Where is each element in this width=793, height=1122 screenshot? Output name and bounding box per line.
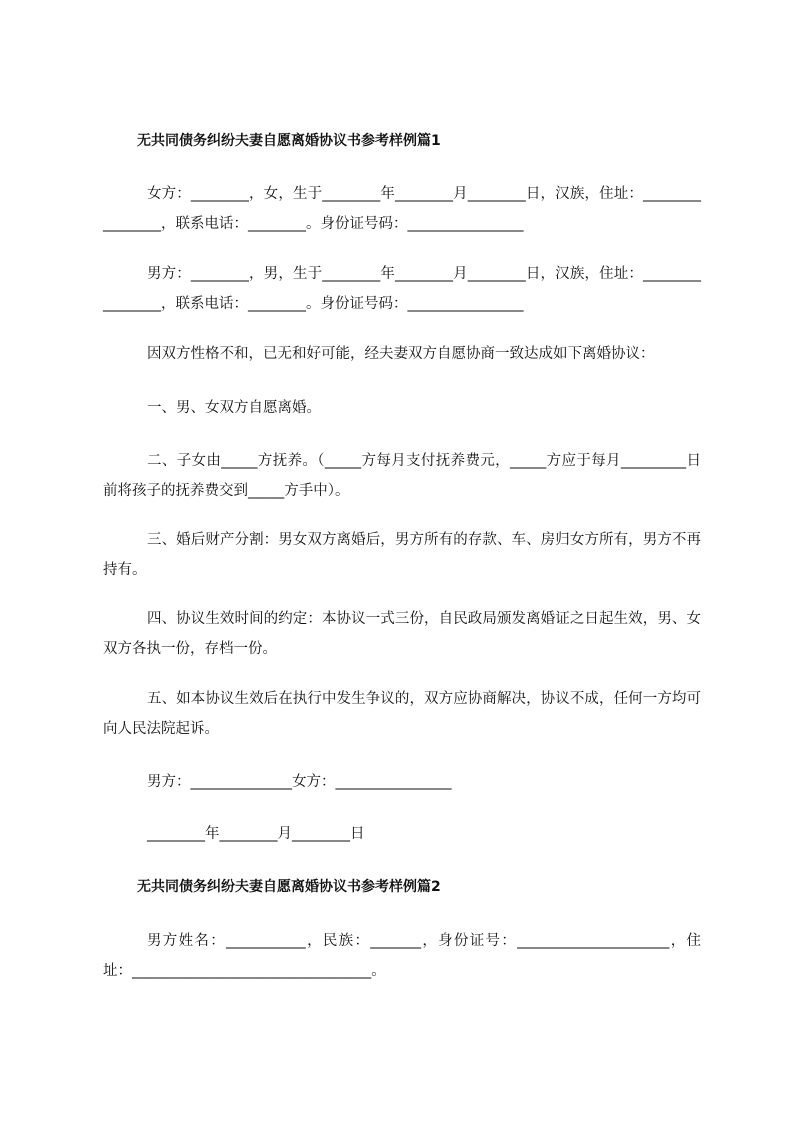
male-info-paragraph: 男方姓名：___________，民族：_______，身份证号：_____________________，住址：_________________________________。: [103, 933, 701, 979]
section2-title: 无共同债务纠纷夫妻自愿离婚协议书参考样例篇2: [137, 879, 441, 895]
male-party-paragraph: 男方：________，男，生于________年________月________日，汉族，住址：________________，联系电话：________。身份证号码：________________: [103, 266, 701, 312]
clause-1: 一、男、女双方自愿离婚。: [147, 400, 321, 416]
intro-paragraph: 因双方性格不和，已无和好可能，经夫妻双方自愿协商一致达成如下离婚协议：: [147, 346, 655, 362]
clause-4: 四、协议生效时间的约定：本协议一式三份，自民政局颁发离婚证之日起生效，男、女双方各执一份，存档一份。: [103, 611, 701, 657]
clause-2: 二、子女由_____方抚养。（_____方每月支付抚养费元，_____方应于每月_________日前将孩子的抚养费交到_____方手中）。: [103, 453, 701, 499]
date-line: ________年________月________日: [147, 826, 365, 842]
clause-5: 五、如本协议生效后在执行中发生争议的，双方应协商解决，协议不成，任何一方均可向人民法院起诉。: [103, 691, 701, 737]
clause-3: 三、婚后财产分割：男女双方离婚后，男方所有的存款、车、房归女方所有，男方不再持有。: [103, 532, 701, 578]
female-party-paragraph: 女方：________，女，生于________年________月________日，汉族，住址：________________，联系电话：________。身份证号码：________________: [103, 186, 701, 232]
signature-line: 男方：______________女方：________________: [147, 774, 452, 790]
section1-title: 无共同债务纠纷夫妻自愿离婚协议书参考样例篇1: [137, 133, 441, 149]
